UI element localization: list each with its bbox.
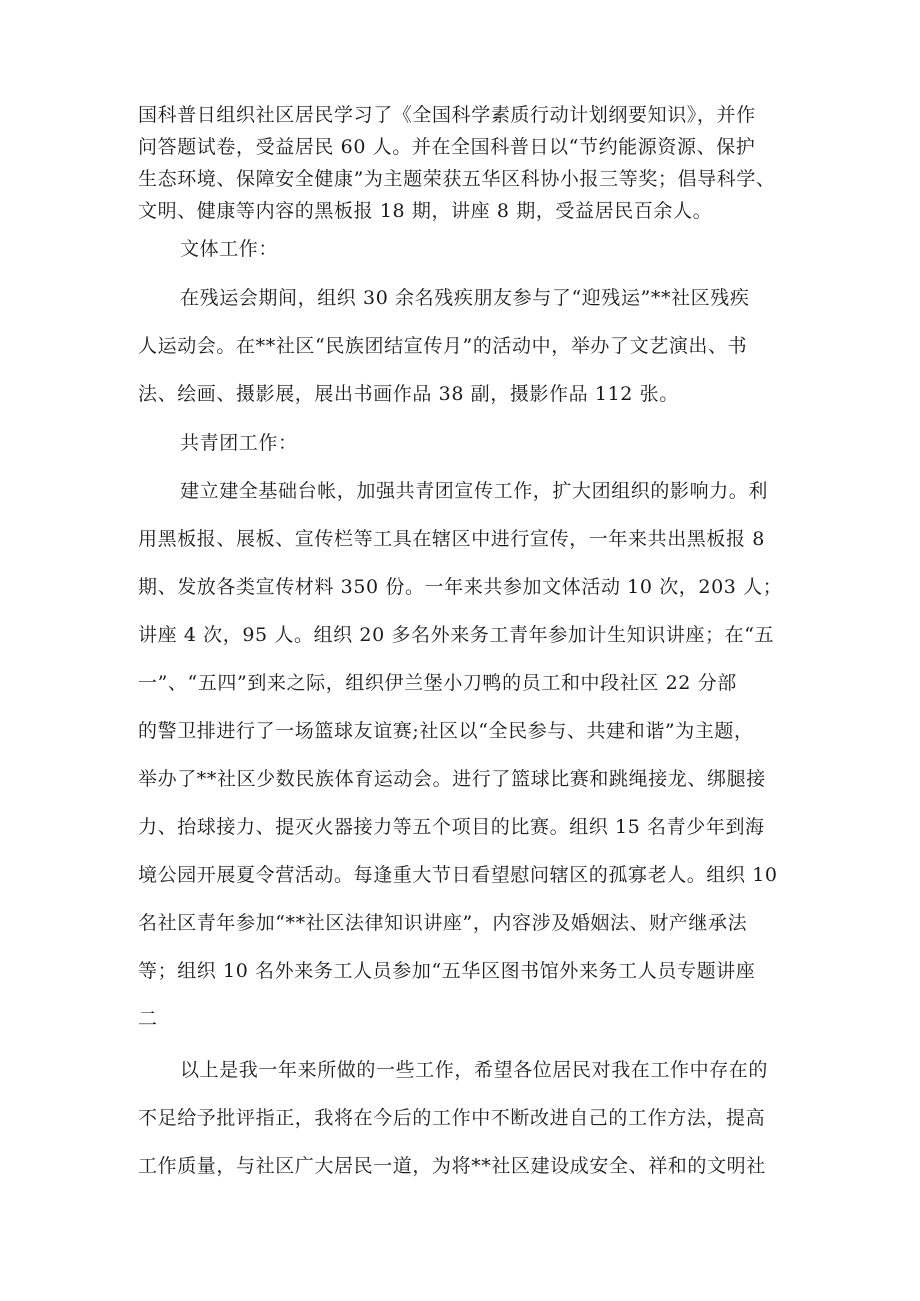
text-line: 等；组织 10 名外来务工人员参加“五华区图书馆外来务工人员专题讲座	[138, 960, 756, 982]
text-line: 二	[138, 1008, 158, 1030]
text-line: 生态环境、保障安全健康”为主题荣获五华区科协小报三等奖；倡导科学、	[138, 168, 776, 190]
text-line: 力、抬球接力、提灭火器接力等五个项目的比赛。组织 15 名青少年到海	[138, 816, 765, 838]
text-line: 人运动会。在**社区“民族团结宣传月”的活动中，举办了文艺演出、书	[138, 335, 748, 357]
text-line: 国科普日组织社区居民学习了《全国科学素质行动计划纲要知识》，并作	[138, 104, 756, 126]
text-line: 问答题试卷，受益居民 60 人。并在全国科普日以“节约能源资源、保护	[138, 136, 756, 158]
text-line: 境公园开展夏令营活动。每逢重大节日看望慰问辖区的孤寡老人。组织 10	[138, 864, 778, 886]
text-line: 的警卫排进行了一场篮球友谊赛;社区以“全民参与、共建和谐”为主题，	[138, 720, 754, 742]
text-line: 在残运会期间，组织 30 余名残疾朋友参与了“迎残运”**社区残疾	[180, 287, 750, 309]
text-line: 名社区青年参加“**社区法律知识讲座”，内容涉及婚姻法、财产继承法	[138, 912, 748, 934]
text-line: 举办了**社区少数民族体育运动会。进行了篮球比赛和跳绳接龙、绑腿接	[138, 768, 766, 790]
section-heading-culture: 文体工作：	[180, 238, 279, 260]
text-line: 讲座 4 次，95 人。组织 20 多名外来务工青年参加计生知识讲座；在“五	[138, 624, 775, 646]
text-line: 建立建全基础台帐，加强共青团宣传工作，扩大团组织的影响力。利	[180, 480, 769, 502]
text-line: 法、绘画、摄影展，展出书画作品 38 副，摄影作品 112 张。	[138, 383, 679, 405]
text-line: 工作质量，与社区广大居民一道，为将**社区建设成安全、祥和的文明社	[138, 1155, 766, 1177]
text-line: 用黑板报、展板、宣传栏等工具在辖区中进行宣传，一年来共出黑板报 8	[138, 528, 765, 550]
text-line: 不足给予批评指正，我将在今后的工作中不断改进自己的工作方法，提高	[138, 1107, 766, 1129]
text-line: 以上是我一年来所做的一些工作，希望各位居民对我在工作中存在的	[180, 1059, 769, 1081]
text-line: 文明、健康等内容的黑板报 18 期，讲座 8 期，受益居民百余人。	[138, 200, 713, 222]
section-heading-youth: 共青团工作：	[180, 432, 298, 454]
text-line: 一”、“五四”到来之际，组织伊兰堡小刀鸭的员工和中段社区 22 分部	[138, 672, 737, 694]
text-line: 期、发放各类宣传材料 350 份。一年来共参加文体活动 10 次，203 人；	[138, 576, 783, 598]
